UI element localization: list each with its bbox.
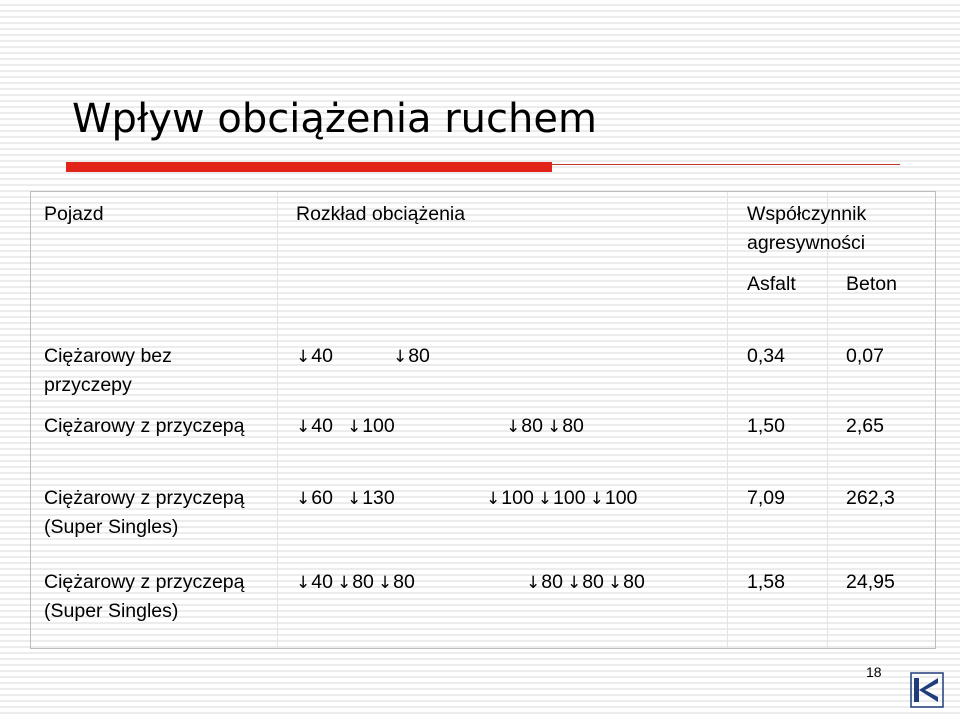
row-concrete: 24,95 — [846, 571, 895, 593]
row-asphalt: 1,58 — [747, 571, 785, 593]
down-arrow-icon: ↓ — [526, 573, 541, 593]
row-asphalt: 1,50 — [747, 415, 785, 437]
axle-load-value: 80 — [562, 415, 584, 437]
axle-load — [590, 487, 638, 509]
axle-load — [393, 345, 430, 367]
down-arrow-icon: ↓ — [346, 489, 362, 509]
title-accent-bar — [66, 162, 552, 172]
load-group — [486, 484, 641, 514]
axle-load-value: 40 — [311, 415, 333, 437]
axle-load — [538, 487, 586, 509]
load-table — [30, 191, 936, 649]
axle-load — [486, 487, 534, 509]
axle-load — [547, 415, 584, 437]
down-arrow-icon: ↓ — [296, 417, 311, 437]
down-arrow-icon: ↓ — [296, 347, 311, 367]
axle-load-value: 80 — [541, 571, 563, 593]
down-arrow-icon: ↓ — [506, 417, 521, 437]
load-group — [506, 412, 588, 442]
axle-load-value: 40 — [311, 571, 333, 593]
axle-load-value: 100 — [553, 487, 586, 509]
axle-load — [296, 571, 333, 593]
axle-load — [347, 415, 395, 437]
university-logo-icon — [910, 672, 944, 708]
axle-load-value: 100 — [604, 487, 638, 509]
axle-load — [608, 571, 645, 593]
axle-load — [567, 571, 604, 593]
down-arrow-icon: ↓ — [486, 489, 501, 509]
axle-load-value: 80 — [623, 571, 645, 593]
slide-title: Wpływ obciążenia ruchem — [72, 96, 597, 142]
load-group — [296, 342, 490, 372]
down-arrow-icon: ↓ — [537, 489, 553, 509]
axle-load-value: 80 — [352, 571, 374, 593]
down-arrow-icon: ↓ — [336, 573, 352, 593]
header-load: Rozkład obciążenia — [296, 203, 466, 225]
axle-load-value: 80 — [582, 571, 604, 593]
axle-load-value: 100 — [362, 415, 395, 437]
load-group — [296, 484, 409, 514]
down-arrow-icon: ↓ — [546, 417, 562, 437]
row-vehicle: Ciężarowy z przyczepą (Super Singles) — [44, 571, 245, 622]
load-group — [296, 412, 409, 442]
column-divider — [827, 192, 828, 648]
axle-load — [347, 487, 395, 509]
axle-load-value: 130 — [362, 487, 395, 509]
row-concrete: 262,3 — [846, 487, 895, 509]
page-number: 18 — [866, 664, 882, 680]
down-arrow-icon: ↓ — [296, 489, 311, 509]
axle-load — [378, 571, 415, 593]
column-divider — [727, 192, 728, 648]
row-vehicle: Ciężarowy bez przyczepy — [44, 345, 172, 396]
down-arrow-icon: ↓ — [346, 417, 362, 437]
axle-load — [296, 415, 333, 437]
column-divider — [277, 192, 278, 648]
down-arrow-icon: ↓ — [392, 347, 408, 367]
axle-load — [506, 415, 543, 437]
row-concrete: 2,65 — [846, 415, 884, 437]
header-vehicle: Pojazd — [44, 203, 104, 225]
down-arrow-icon: ↓ — [296, 573, 311, 593]
axle-load-value: 100 — [501, 487, 534, 509]
down-arrow-icon: ↓ — [589, 489, 604, 509]
axle-load-value: 60 — [311, 487, 333, 509]
row-concrete: 0,07 — [846, 345, 884, 367]
load-group — [526, 568, 649, 598]
row-vehicle: Ciężarowy z przyczepą (Super Singles) — [44, 487, 245, 538]
row-asphalt: 0,34 — [747, 345, 785, 367]
axle-load — [526, 571, 563, 593]
axle-load — [296, 345, 333, 367]
axle-load — [337, 571, 374, 593]
down-arrow-icon: ↓ — [607, 573, 623, 593]
header-concrete: Beton — [846, 273, 897, 295]
axle-load-value: 80 — [521, 415, 543, 437]
header-asphalt: Asfalt — [747, 273, 796, 295]
axle-load-value: 80 — [408, 345, 430, 367]
row-asphalt: 7,09 — [747, 487, 785, 509]
down-arrow-icon: ↓ — [566, 573, 582, 593]
axle-load — [296, 487, 333, 509]
down-arrow-icon: ↓ — [377, 573, 393, 593]
header-factor: Współczynnik agresywności — [747, 203, 867, 254]
axle-load-value: 80 — [393, 571, 415, 593]
axle-load-value: 40 — [311, 345, 333, 367]
row-vehicle: Ciężarowy z przyczepą — [44, 415, 245, 437]
load-group — [296, 568, 419, 598]
